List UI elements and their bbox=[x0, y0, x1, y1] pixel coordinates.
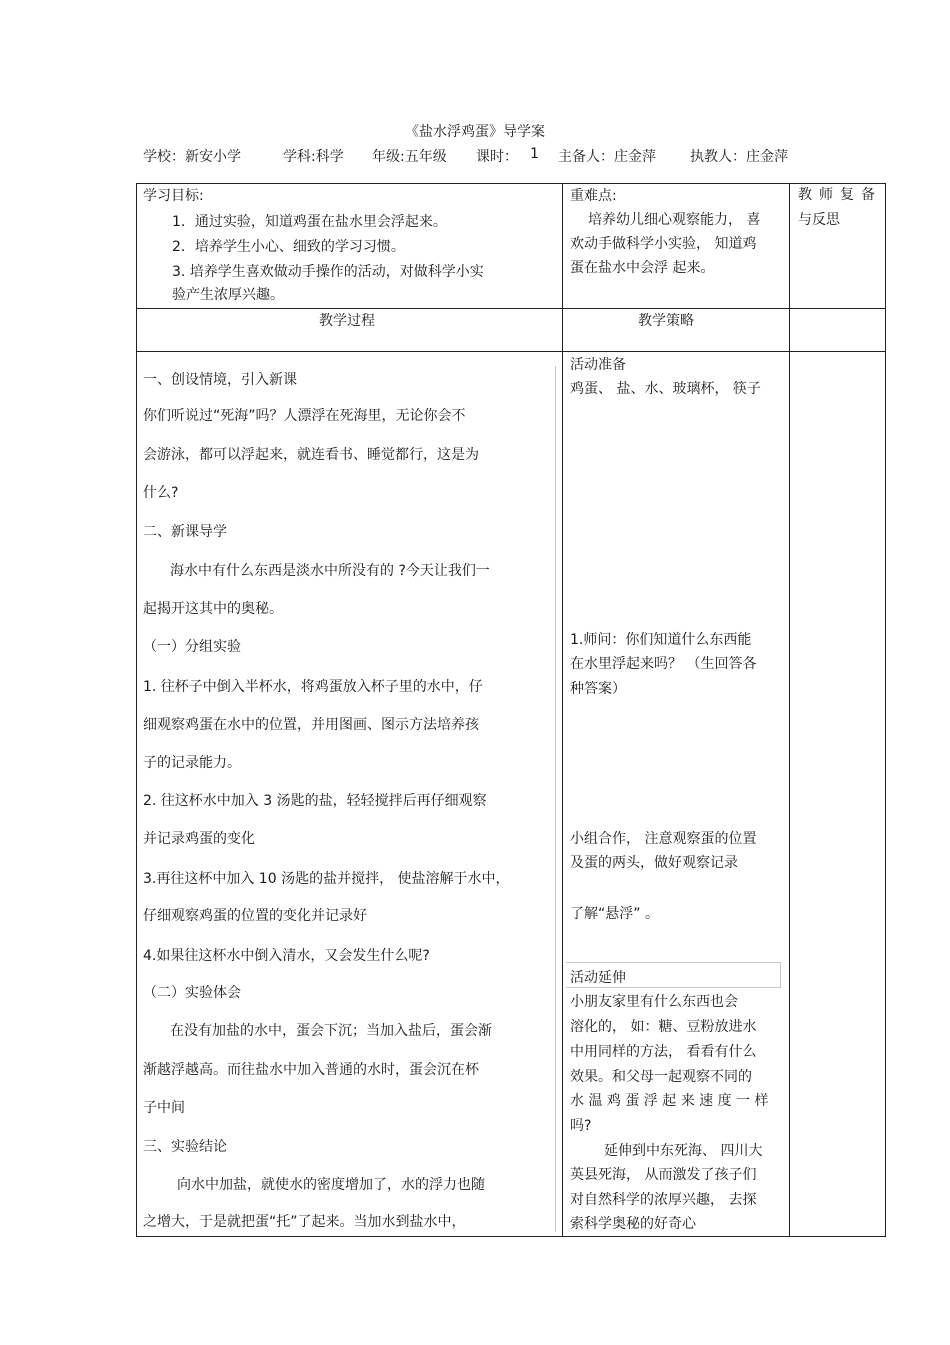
process-line: 1. 往杯子中倒入半杯水，将鸡蛋放入杯子里的水中，仔 bbox=[143, 679, 483, 695]
goals-label: 学习目标: bbox=[143, 188, 204, 204]
table-divider-1 bbox=[136, 308, 886, 309]
meta-grade: 年级:五年级 bbox=[372, 149, 447, 165]
strategy-extension-line: 索科学奥秘的好奇心 bbox=[570, 1216, 696, 1232]
goal-item: 验产生浓厚兴趣。 bbox=[172, 287, 284, 303]
key-points-label: 重难点: bbox=[570, 188, 617, 204]
process-line: 三、实验结论 bbox=[143, 1139, 227, 1155]
process-line: 细观察鸡蛋在水中的位置，并用图画、图示方法培养孩 bbox=[143, 717, 479, 733]
process-line: （二）实验体会 bbox=[143, 985, 241, 1001]
ext-box-right bbox=[780, 962, 781, 988]
process-line: （一）分组实验 bbox=[143, 639, 241, 655]
strategy-extension-line: 英县死海， 从而激发了孩子们 bbox=[570, 1167, 757, 1183]
process-line: 并记录鸡蛋的变化 bbox=[143, 831, 255, 847]
strategy-group-line: 及蛋的两头，做好观察记录 bbox=[570, 855, 738, 871]
process-line: 一、创设情境，引入新课 bbox=[143, 372, 297, 388]
process-line: 什么? bbox=[143, 485, 179, 501]
process-heading: 教学过程 bbox=[319, 313, 375, 329]
process-line: 会游泳，都可以浮起来，就连看书、睡觉都行，这是为 bbox=[143, 447, 479, 463]
process-line: 向水中加盐，就使水的密度增加了，水的浮力也随 bbox=[177, 1177, 485, 1193]
table-border-right bbox=[885, 183, 886, 1237]
process-line: 你们听说过“死海”吗？人漂浮在死海里，无论你会不 bbox=[143, 408, 466, 424]
strategy-question-line: 在水里浮起来吗？ （生回答各 bbox=[570, 656, 757, 672]
goal-item: 3. 培养学生喜欢做动手操作的活动，对做科学小实 bbox=[172, 264, 484, 280]
goal-item: 2．培养学生小心、细致的学习习惯。 bbox=[172, 239, 405, 255]
process-line: 之增大，于是就把蛋“托”了起来。当加水到盐水中， bbox=[143, 1214, 466, 1230]
table-border-bottom bbox=[136, 1236, 886, 1237]
meta-period-label: 课时： bbox=[476, 149, 518, 165]
process-line: 子的记录能力。 bbox=[143, 755, 241, 771]
meta-teacher: 执教人：庄金萍 bbox=[690, 149, 788, 165]
strategy-question-line: 1.师问：你们知道什么东西能 bbox=[570, 632, 752, 648]
meta-subject: 学科:科学 bbox=[283, 149, 344, 165]
process-line: 子中间 bbox=[143, 1100, 185, 1116]
strategy-extension-label: 活动延伸 bbox=[570, 970, 626, 986]
table-border-top bbox=[136, 183, 886, 184]
meta-preparer: 主备人：庄金萍 bbox=[558, 149, 656, 165]
process-line: 4.如果往这杯水中倒入清水，又会发生什么呢? bbox=[143, 948, 430, 964]
strategy-prep-items: 鸡蛋、 盐、水、玻璃杯， 筷子 bbox=[570, 381, 761, 397]
table-column-divider-2 bbox=[789, 183, 790, 1237]
ext-box-top bbox=[566, 962, 780, 963]
strategy-heading: 教学策略 bbox=[638, 313, 694, 329]
reflection-label-2: 与反思 bbox=[798, 212, 840, 228]
strategy-extension-line: 延伸到中东死海、 四川大 bbox=[604, 1143, 763, 1159]
process-line: 在没有加盐的水中，蛋会下沉；当加入盐后，蛋会渐 bbox=[170, 1023, 492, 1039]
strategy-extension-line: 效果。和父母一起观察不同的 bbox=[570, 1069, 752, 1085]
meta-school: 学校：新安小学 bbox=[143, 149, 241, 165]
strategy-suspend: 了解“悬浮” 。 bbox=[570, 906, 659, 922]
strategy-extension-line: 吗? bbox=[570, 1118, 592, 1134]
process-line: 3.再往这杯中加入 10 汤匙的盐并搅拌， 使盐溶解于水中， bbox=[143, 871, 510, 887]
key-point-line: 欢动手做科学小实验， 知道鸡 bbox=[570, 236, 757, 252]
strategy-extension-line: 溶化的， 如：糖、豆粉放进水 bbox=[570, 1019, 757, 1035]
key-point-line: 培养幼儿细心观察能力， 喜 bbox=[588, 212, 761, 228]
document-title: 《盐水浮鸡蛋》导学案 bbox=[405, 124, 545, 140]
process-line: 渐越浮越高。而往盐水中加入普通的水时，蛋会沉在杯 bbox=[143, 1062, 479, 1078]
table-border-left bbox=[136, 183, 137, 1237]
key-point-line: 蛋在盐水中会浮 起来。 bbox=[570, 260, 715, 276]
reflection-label: 教师复备 bbox=[798, 187, 882, 203]
strategy-extension-line: 对自然科学的浓厚兴趣， 去探 bbox=[570, 1192, 757, 1208]
process-line: 起揭开这其中的奥秘。 bbox=[143, 601, 283, 617]
inner-frame-right bbox=[555, 366, 556, 1232]
strategy-extension-line: 小朋友家里有什么东西也会 bbox=[570, 994, 738, 1010]
strategy-group-line: 小组合作， 注意观察蛋的位置 bbox=[570, 831, 757, 847]
ext-box-bottom bbox=[566, 987, 780, 988]
table-column-divider-1 bbox=[562, 183, 563, 1237]
table-divider-2 bbox=[136, 351, 886, 352]
process-line: 二、新课导学 bbox=[143, 524, 227, 540]
strategy-question-line: 种答案） bbox=[570, 681, 626, 697]
process-line: 2. 往这杯水中加入 3 汤匙的盐，轻轻搅拌后再仔细观察 bbox=[143, 793, 487, 809]
process-line: 海水中有什么东西是淡水中所没有的 ?今天让我们一 bbox=[170, 563, 490, 579]
strategy-prep-label: 活动准备 bbox=[570, 357, 626, 373]
process-line: 仔细观察鸡蛋的位置的变化并记录好 bbox=[143, 908, 367, 924]
meta-period-value: 1 bbox=[530, 146, 539, 162]
goal-item: 1．通过实验，知道鸡蛋在盐水里会浮起来。 bbox=[172, 214, 447, 230]
strategy-extension-line: 水 温 鸡 蛋 浮 起 来 速 度 一 样 bbox=[570, 1093, 769, 1109]
strategy-extension-line: 中用同样的方法， 看看有什么 bbox=[570, 1044, 757, 1060]
